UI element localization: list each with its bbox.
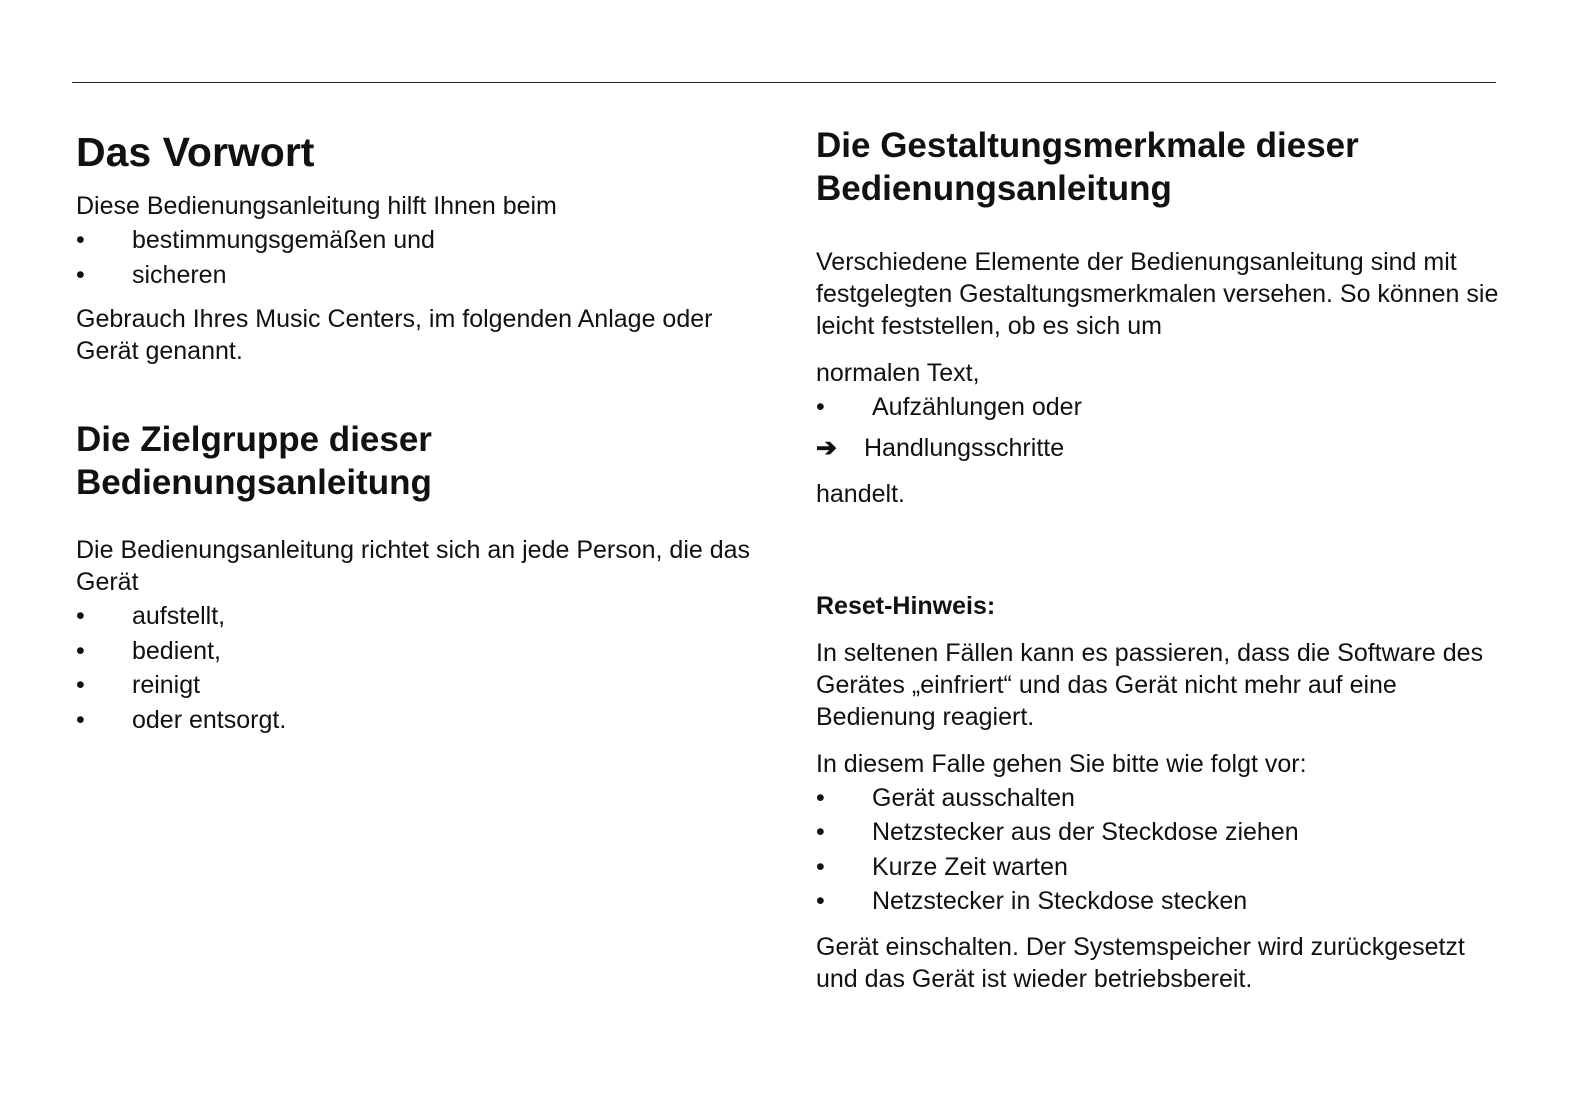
list-item: • Kurze Zeit warten — [816, 850, 1506, 885]
design-outro: handelt. — [816, 479, 905, 508]
bullet-icon: • — [76, 226, 85, 254]
preface-title: Das Vorwort — [76, 129, 315, 175]
list-item: • aufstellt, — [76, 599, 766, 634]
target-title: Die Zielgruppe dieser Bedienungsanleitung — [76, 420, 432, 502]
preface-intro: Diese Bedienungsanleitung hilft Ihnen beim — [76, 192, 557, 220]
target-intro: Die Bedienungsanleitung richtet sich an jede Person, die das Gerät — [76, 536, 751, 596]
preface-list — [76, 223, 766, 292]
list-item: • sicheren — [76, 258, 766, 293]
list-item: • reinigt — [76, 668, 766, 703]
list-item: • bedient, — [76, 634, 766, 669]
design-title: Die Gestaltungsmerkmale dieser Bedienungsanleitung — [816, 126, 1359, 208]
preface-outro: Gebrauch Ihres Music Centers, im folgenden Anlage oder Gerät genannt. — [76, 305, 713, 365]
normal-text: normalen Text, — [816, 359, 980, 387]
header-rule — [72, 82, 1496, 83]
list-item: • Aufzählungen oder — [816, 390, 1506, 425]
bullet-icon: • — [76, 636, 85, 665]
list-item: • bestimmungsgemäßen und — [76, 223, 766, 258]
reset-intro: In diesem Falle gehen Sie bitte wie folgt vor: — [816, 749, 1307, 778]
reset-label: Reset-Hinweis: — [816, 591, 996, 620]
bullet-icon: • — [76, 705, 85, 734]
bullet-icon: • — [816, 783, 825, 812]
bullet-icon: • — [76, 602, 85, 630]
design-intro: Verschiedene Elemente der Bedienungsanleitung sind mit festgelegten Gestaltungsmerkmalen versehen. So können sie leicht feststellen, ob es sich um — [816, 248, 1499, 340]
bullet-icon: • — [816, 818, 825, 846]
bullet-icon: • — [76, 260, 85, 289]
list-item: • Gerät ausschalten — [816, 781, 1506, 816]
action-step: ➔ Handlungsschritte — [816, 431, 1506, 465]
target-list — [76, 599, 766, 737]
reset-list — [816, 781, 1506, 919]
list-item: • Netzstecker aus der Steckdose ziehen — [816, 815, 1506, 850]
list-item: • oder entsorgt. — [76, 703, 766, 738]
bullet-icon: • — [816, 887, 825, 915]
design-list — [816, 390, 1506, 425]
left-column — [76, 128, 766, 737]
list-item: • Netzstecker in Steckdose stecken — [816, 884, 1506, 919]
bullet-icon: • — [76, 671, 85, 699]
right-column — [816, 128, 1506, 995]
arrow-right-icon: ➔ — [816, 433, 837, 462]
bullet-icon: • — [816, 852, 825, 881]
reset-text: In seltenen Fällen kann es passieren, dass die Software des Gerätes „einfriert“ und das Gerät nicht mehr auf eine Bedienung reagiert. — [816, 638, 1484, 731]
bullet-icon: • — [816, 393, 825, 421]
reset-outro: Gerät einschalten. Der Systemspeicher wird zurückgesetzt und das Gerät ist wieder betriebsbereit. — [816, 932, 1465, 993]
